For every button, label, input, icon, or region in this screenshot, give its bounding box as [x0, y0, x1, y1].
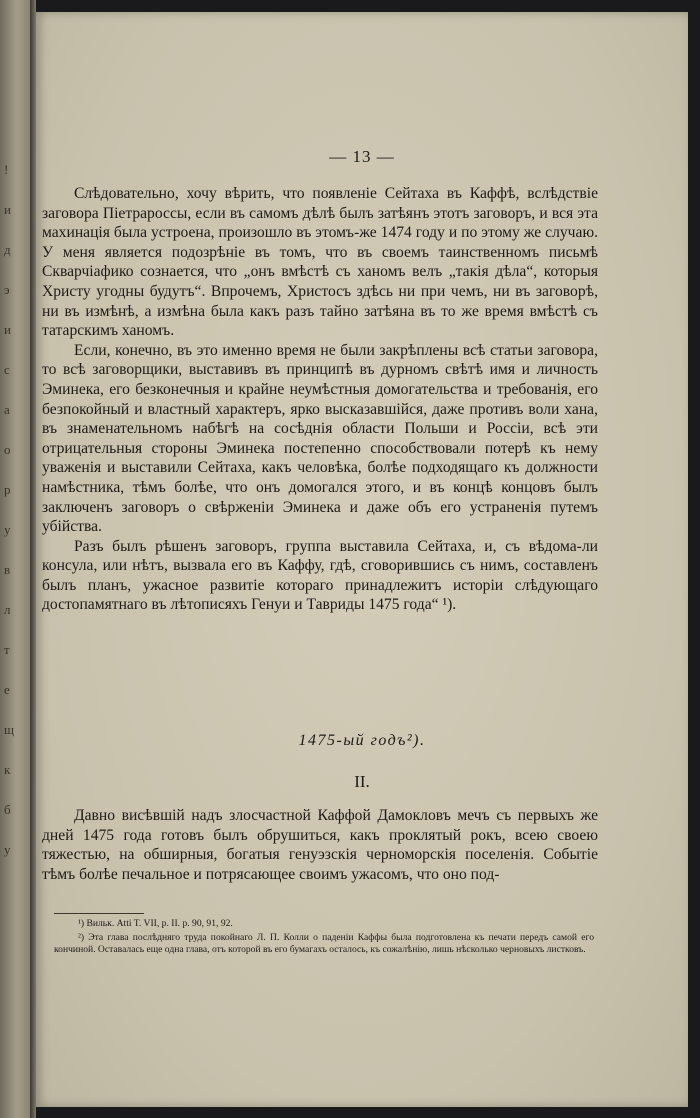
footnotes [54, 918, 594, 958]
previous-page-fragment: е [4, 682, 10, 697]
previous-page-fragment: б [4, 802, 11, 817]
page-number: — 13 — [329, 147, 395, 166]
previous-page-fragment: о [4, 442, 11, 457]
section-heading-year: 1475-ый годъ²). [298, 732, 426, 749]
previous-page-fragment: в [4, 562, 11, 577]
paragraph-3: Разъ былъ рѣшенъ заговоръ, группа выставила Сейтаха, и, съ вѣдома-ли консула, или нѣтъ, вызвала его въ Каффу, гдѣ, сговорившись съ нимъ, составленъ былъ планъ, ужасное развитіе котораго принадлежитъ исторіи слѣдующаго достопамятнаго въ лѣтописяхъ Генуи и Тавриды 1475 года“ ¹). [42, 537, 598, 614]
footnote-2: ²) Эта глава послѣдняго труда покойнаго Л. П. Колли о падeніи Каффы была подготовлена къ печати передъ самой его кончиной. Оставалась еще одна глава, отъ которой въ его бумагахъ осталось, къ сожалѣнію, лишь нѣсколько черновыхъ листковъ. [54, 931, 594, 955]
section-heading-number: II. [354, 772, 370, 791]
previous-page-fragment: а [4, 402, 10, 417]
previous-page-fragment: с [4, 362, 10, 377]
section-text [42, 806, 598, 884]
section-paragraph-1: Давно висѣвшій надъ злосчастной Каффой Дамокловъ мечъ съ первыхъ же дней 1475 года готовъ былъ обрушиться, какъ проклятый рокъ, всею своею тяжестью, на обширныя, богатыя генуэзскія черноморскія поселенія. Событіе тѣмъ болѣе печальное и потрясающее своимъ ужасомъ, что оно под- [42, 807, 598, 883]
previous-page-fragment: д [4, 242, 11, 257]
paragraph-2: Если, конечно, въ это именно время не были закрѣплены всѣ статьи заговора, то всѣ заговорщики, выставивъ въ принципѣ въ дурномъ свѣтѣ имя и личность Эминека, его безконечныя и крайне неумѣстныя домогательства и требованія, его безпокойный и властный характеръ, ярко высказавшійся, даже противъ воли хана, въ знаменательномъ набѣгѣ на сосѣднія области Польши и Россіи, всѣ эти отрицательныя стороны Эминека постепенно способствовали потерѣ къ нему уваженія и выставили Сейтаха, какъ человѣка, болѣе подходящаго къ должности намѣстника, тѣмъ болѣе, что онъ домогался этого, и въ концѣ концовъ былъ заключенъ заговоръ о свѣрженіи Эминека и даже объ его устраненія путемъ убійства. [42, 341, 598, 536]
book-page [36, 12, 688, 1107]
previous-page-fragment: у [4, 842, 11, 857]
footnote-divider [54, 913, 144, 914]
previous-page-fragment: щ [4, 722, 15, 737]
previous-page-fragment: л [4, 602, 11, 617]
previous-page-fragment: у [4, 522, 11, 537]
main-text [42, 184, 598, 615]
previous-page-fragment: и [4, 322, 11, 337]
previous-page-fragment: р [4, 482, 11, 497]
paragraph-1: Слѣдовательно, хочу вѣрить, что появленіе Сейтаха въ Каффѣ, вслѣдствіе заговора Піетрароссы, если въ самомъ дѣлѣ былъ затѣянъ этотъ заговоръ, и вся эта махинація была устроена, произошло въ этомъ-же 1474 году и по этому же случаю. У меня является подозрѣніе въ томъ, что въ своемъ таинственномъ письмѣ Скварчіафико сознается, что „онъ вмѣстѣ съ ханомъ велъ „такія дѣла“, которыя Христу угодны будутъ“. Впрочемъ, Христосъ здѣсь ни при чемъ, ни въ заговорѣ, ни въ измѣнѣ, а измѣна была какъ разъ тайно затѣяна въ то же время вмѣстѣ съ татарскимъ ханомъ. [42, 185, 598, 340]
previous-page-fragment: и [4, 202, 11, 217]
previous-page-fragment: к [4, 762, 11, 777]
previous-page-fragment: ! [4, 162, 9, 177]
previous-page-fragment: т [4, 642, 10, 657]
footnote-1: ¹) Вильк. Atti T. VII, p. II. p. 90, 91, 92. [78, 918, 233, 929]
previous-page-edge [0, 0, 30, 1118]
previous-page-fragment: э [4, 282, 10, 297]
